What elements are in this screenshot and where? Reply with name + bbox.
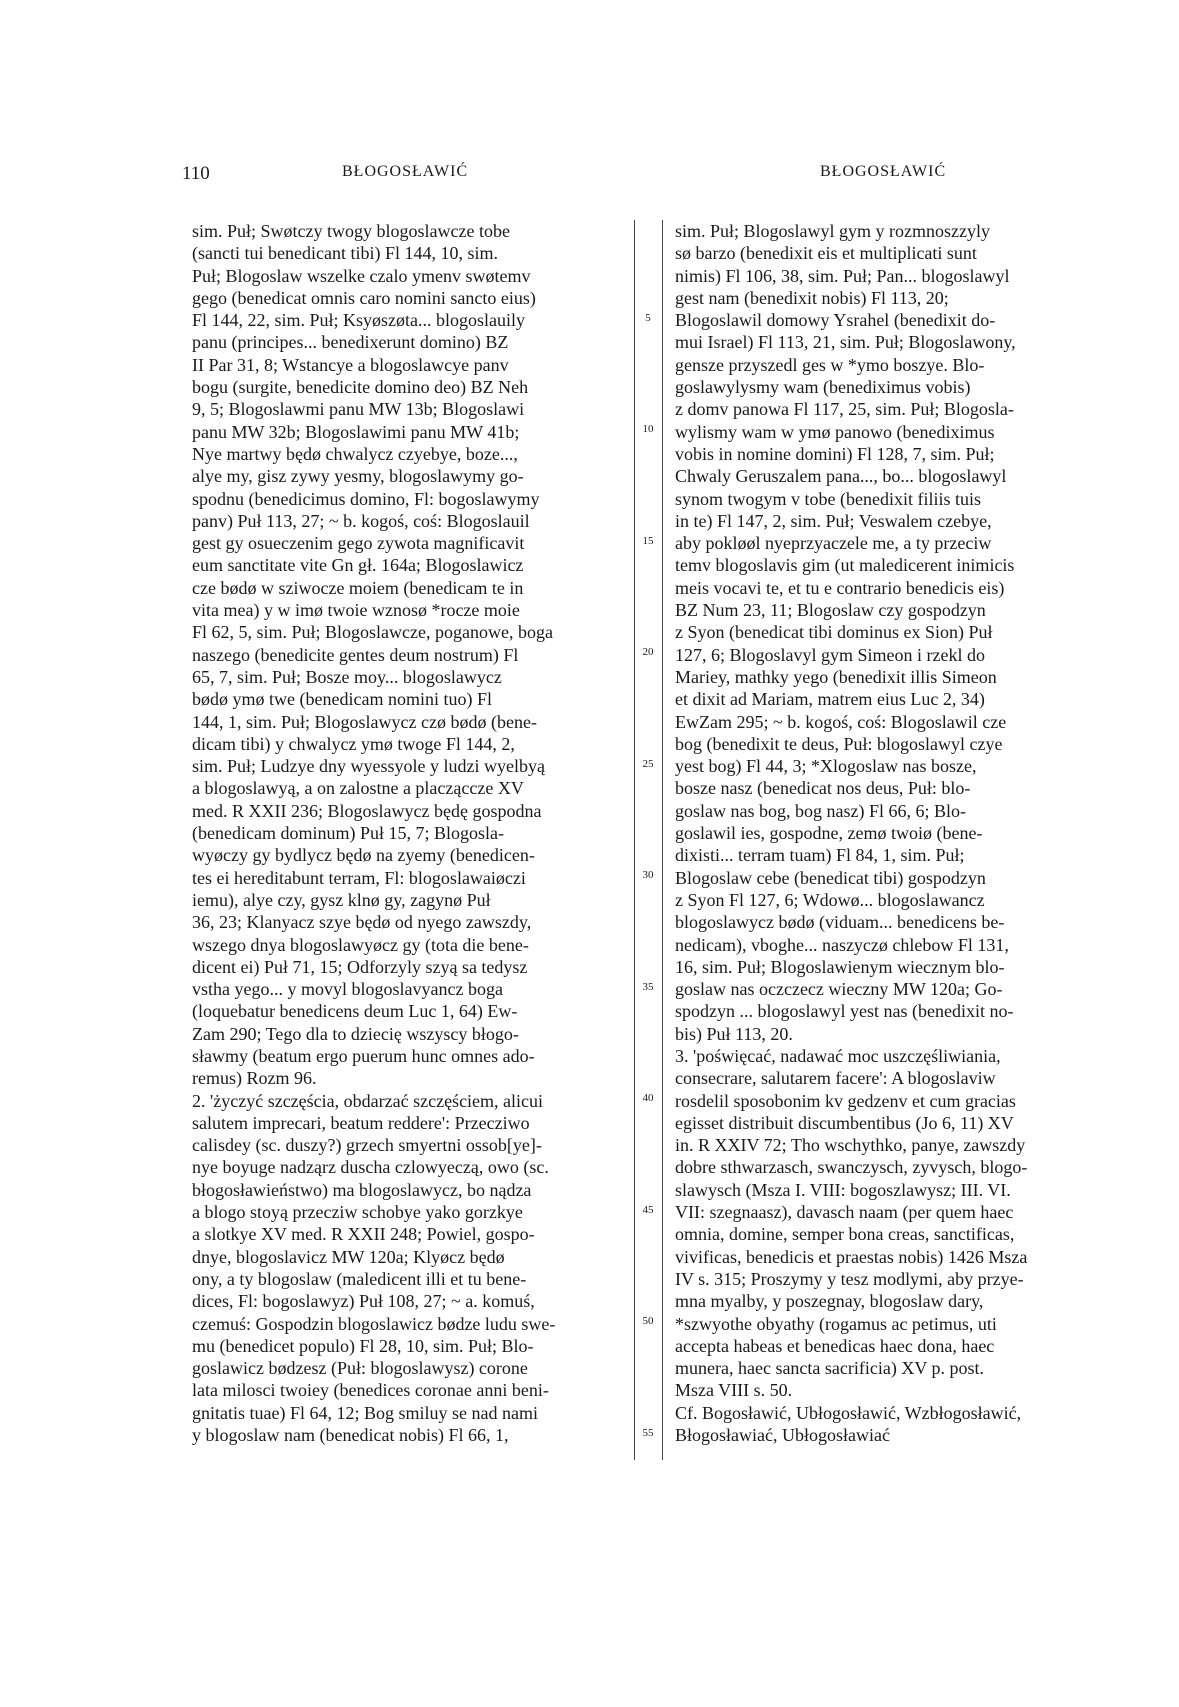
left-column-text: sim. Puł; Swøtczy twogy blogoslawcze tobe (sancti tui benedicant tibi) Fl 144, 10, sim. Puł; Blogoslaw wszelke czalo ymenv swøtemv gego (benedicat omnis caro nomini sancto eius) Fl 144, 22, sim. Puł; Ksyøszøta... blogoslauily panu (principes... benedixerunt domino) BZ II Par 31, 8; Wstancye a blogoslawcye panv bogu (surgite, benedicite domino deo) BZ Neh 9, 5; Blogoslawmi panu MW 13b; Blogoslawi panu MW 32b; Blogoslawimi panu MW 41b; Nye martwy będø chwalycz czyebye, boze..., alye my, gisz zywy yesmy, blogoslawymy go- spodnu (benedicimus domino, Fl: bogoslawymy panv) Puł 113, 27; ~ b. kogoś, coś: Blogoslauil gest gy osueczenim gego zywota magnificavit eum sanctitate vite Gn gł. 164a; Blogoslawicz cze bødø w sziwocze moiem (benedicam te in vita mea) y w imø twoie wznosø *rocze moie Fl 62, 5, sim. Puł; Blogoslawcze, poganowe, boga naszego (benedicite gentes deum nostrum) Fl 65, 7, sim. Puł; Bosze moy... blogoslawycz bødø ymø twe (benedicam nomini tuo) Fl 144, 1, sim. Puł; Blogoslawycz czø bødø (bene- dicam tibi) y chwalycz ymø twoge Fl 144, 2, sim. Puł; Ludzye dny wyessyole y ludzi wyelbyą a blogoslawyą, a on zalostne a placząccze XV med. R XXII 236; Blogoslawycz będę gospodna (benedicam dominum) Puł 15, 7; Blogosla- wyøczy gy bydlycz będø na zyemy (benedicen- tes ei hereditabunt terram, Fl: blogoslawaiøczi iemu), alye czy, gysz klnø gy, zagynø Puł 36, 23; Klanyacz szye będø od nyego zawszdy, wszego dnya blogoslawyøcz gy (tota die bene- dicent ei) Puł 71, 15; Odforzyly szyą sa tedysz vstha yego... y movyl blogoslavyancz boga (loquebatur benedicens deum Luc 1, 64) Ew- Zam 290; Tego dla to dziecię wszyscy błogo- sławmy (beatum ergo puerum hunc omnes ado- remus) Rozm 96. 2. 'życzyć szczęścia, obdarzać szczęściem, alicui salutem imprecari, beatum reddere': Przecziwo calisdey (sc. duszy?) grzech smyertni ossob[ye]- nye boyuge nadząrz duscha czlowyeczą, owo (sc. błogosławieństwo) ma blogoslawycz, bo nądza a blogo stoyą przecziw schobye yako gorzkye a slotkye XV med. R XXII 248; Powiel, gospo- dnye, blogoslavicz MW 120a; Klyøcz będø ony, a ty blogoslaw (maledicent illi et tu bene- dices, Fl: bogoslawyz) Puł 108, 27; ~ a. komuś, czemuś: Gospodzin blogoslawicz bødze ludu swe- mu (benedicet populo) Fl 28, 10, sim. Puł; Blo- goslawicz bødzesz (Puł: blogoslawysz) corone lata milosci twoiey (benedices coronae anni beni- gnitatis tuae) Fl 64, 12; Bog smiluy se nad nami y blogoslaw nam (benedicat nobis) Fl 66, 1, xyxy=(192,221,556,1446)
line-number: 40 xyxy=(642,1092,654,1104)
line-number: 35 xyxy=(642,981,654,993)
line-number: 55 xyxy=(642,1427,654,1439)
line-number: 20 xyxy=(642,646,654,658)
line-number: 5 xyxy=(645,312,651,324)
line-number: 15 xyxy=(642,535,654,547)
right-column-text: sim. Puł; Blogoslawyl gym y rozmnoszzyly sø barzo (benedixit eis et multiplicati sunt nimis) Fl 106, 38, sim. Puł; Pan... blogoslawyl gest nam (benedixit nobis) Fl 113, 20; Blogoslawil domowy Ysrahel (benedixit do- mui Israel) Fl 113, 21, sim. Puł; Blogoslawony, gensze przyszedl ges w *ymo boszye. Blo- goslawylysmy wam (benediximus vobis) z domv panowa Fl 117, 25, sim. Puł; Blogosla- wylismy wam w ymø panowo (benediximus vobis in nomine domini) Fl 128, 7, sim. Puł; Chwaly Geruszalem pana..., bo... blogoslawyl synom twogym v tobe (benedixit filiis tuis in te) Fl 147, 2, sim. Puł; Veswalem czebye, aby pokløøl nyeprzyaczele me, a ty przeciw temv blogoslavis gim (ut maledicerent inimicis meis vocavi te, et tu e contrario benedicis eis) BZ Num 23, 11; Blogoslaw czy gospodzyn z Syon (benedicat tibi dominus ex Sion) Puł 127, 6; Blogoslavyl gym Simeon i rzekl do Mariey, mathky yego (benedixit illis Simeon et dixit ad Mariam, matrem eius Luc 2, 34) EwZam 295; ~ b. kogoś, coś: Blogoslawil cze bog (benedixit te deus, Puł: blogoslawyl czye yest bog) Fl 44, 3; *Xlogoslaw nas bosze, bosze nasz (benedicat nos deus, Puł: blo- goslaw nas bog, bog nasz) Fl 66, 6; Blo- goslawil ies, gospodne, zemø twoiø (bene- dixisti... terram tuam) Fl 84, 1, sim. Puł; Blogoslaw cebe (benedicat tibi) gospodzyn z Syon Fl 127, 6; Wdowø... blogoslawancz blogoslawycz bødø (viduam... benedicens be- nedicam), vboghe... naszyczø chlebow Fl 131, 16, sim. Puł; Blogoslawienym wiecznym blo- goslaw nas oczczecz wieczny MW 120a; Go- spodzyn ... blogoslawyl yest nas (benedixit no- bis) Puł 113, 20. 3. 'poświęcać, nadawać moc uszczęśliwiania, consecrare, salutarem facere': A blogoslaviw rosdelil sposobonim kv gedzenv et cum gracias egisset distribuit discumbentibus (Jo 6, 11) XV in. R XXIV 72; Tho wschythko, panye, zawszdy dobre sthwarzasch, swanczysch, zyvysch, blogo- slawysch (Msza I. VIII: bogoszlawysz; III. VI. VII: szegnaasz), davasch naam (per quem haec omnia, domine, semper bona creas, sanctificas, vivificas, benedicis et praestas nobis) 1426 Msza IV s. 315; Proszymy y tesz modlymi, aby przye- mna myalby, y poszegnay, blogoslaw dary, *szwyothe obyathy (rogamus ac petimus, uti accepta habeas et benedicas haec dona, haec munera, haec sancta sacrificia) XV p. post. Msza VIII s. 50. Cf. Bogosławić, Ubłogosławić, Wzbłogosławić, Błogosławiać, Ubłogosławiać xyxy=(675,221,1028,1446)
line-number: 45 xyxy=(642,1204,654,1216)
page-number: 110 xyxy=(182,163,210,184)
line-number: 10 xyxy=(642,423,654,435)
column-rule-right xyxy=(662,220,663,1460)
running-head-left: BŁOGOSŁAWIĆ xyxy=(342,163,469,180)
line-number: 50 xyxy=(642,1315,654,1327)
line-number: 25 xyxy=(642,758,654,770)
running-head-right: BŁOGOSŁAWIĆ xyxy=(820,163,947,180)
column-rule-left xyxy=(634,220,635,1460)
line-number: 30 xyxy=(642,869,654,881)
